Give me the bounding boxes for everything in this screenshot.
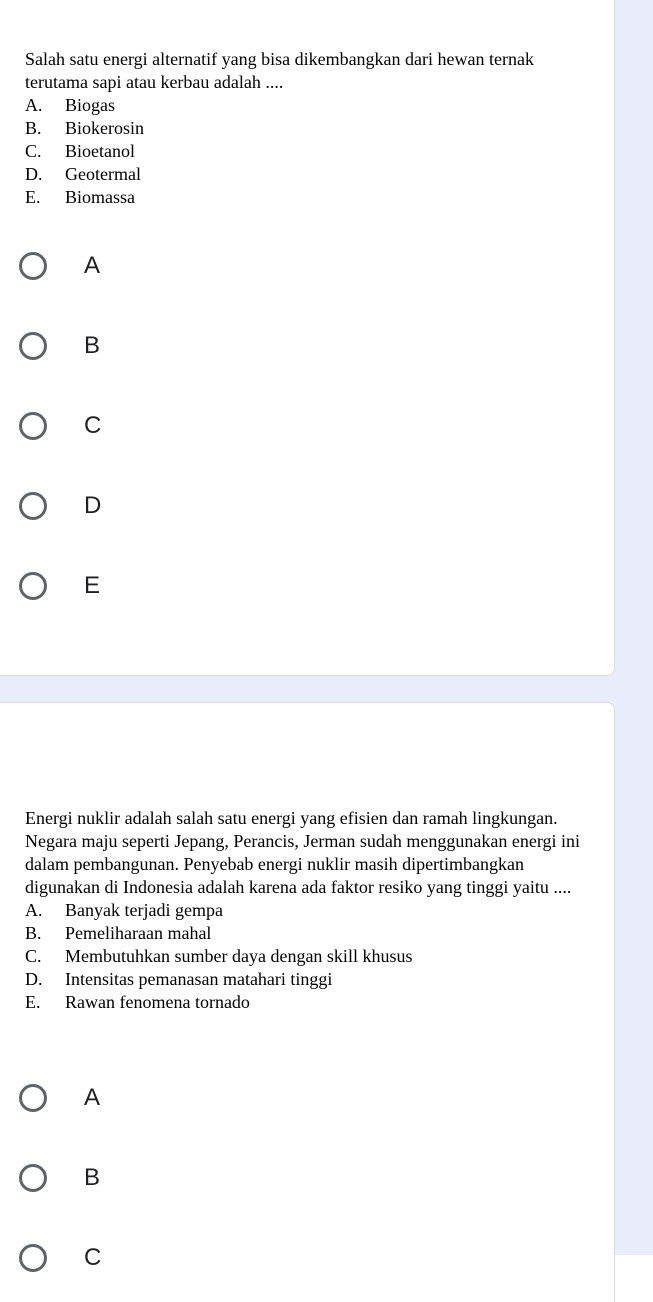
radio-button[interactable] [19,412,47,440]
question-1-choice-b[interactable] [19,326,100,366]
question-2-choice-b[interactable] [19,1158,100,1198]
choice-label: C [84,412,102,439]
radio-button[interactable] [19,332,47,360]
radio-button[interactable] [19,1244,47,1272]
question-2-option-c: C. Membutuhkan sumber daya dengan skill khusus [25,946,413,966]
question-2-option-d: D. Intensitas pemanasan matahari tinggi [25,969,333,989]
question-1-choice-e[interactable] [19,566,100,606]
radio-button[interactable] [19,1084,47,1112]
choice-label: D [84,492,102,519]
choice-label: B [84,1164,101,1191]
question-2-option-b: B. Pemeliharaan mahal [25,923,212,943]
radio-button[interactable] [19,492,47,520]
question-1-option-b: B. Biokerosin [25,118,144,138]
question-1-option-e: E. Biomassa [25,187,135,207]
question-2-option-a: A. Banyak terjadi gempa [25,900,223,920]
question-2-text: Energi nuklir adalah salah satu energi yang efisien dan ramah lingkungan. Negara maju seperti Jepang, Perancis, Jerman sudah menggunakan energi ini dalam pembangunan. Penyebab energi nuklir masih dipertimbangkan digunakan di Indonesia adalah karena ada faktor resiko yang tinggi yaitu .... [25,808,580,897]
question-1-option-d: D. Geotermal [25,164,141,184]
question-1-text-block [25,48,585,209]
radio-button[interactable] [19,1164,47,1192]
radio-button[interactable] [19,252,47,280]
question-1-option-c: C. Bioetanol [25,141,135,161]
question-2-option-e: E. Rawan fenomena tornado [25,992,250,1012]
radio-button[interactable] [19,572,47,600]
question-1-choice-d[interactable] [19,486,101,526]
choice-label: A [84,1084,101,1111]
choice-label: B [84,332,101,359]
question-1-text: Salah satu energi alternatif yang bisa dikembangkan dari hewan ternak terutama sapi atau kerbau adalah .... [25,49,534,92]
choice-label: A [84,252,101,279]
question-2-choice-a[interactable] [19,1078,100,1118]
question-2-text-block [25,807,585,1014]
question-1-option-a: A. Biogas [25,95,116,115]
question-2-choice-c[interactable] [19,1238,101,1278]
question-1-choice-a[interactable] [19,246,100,286]
choice-label: C [84,1244,102,1271]
question-1-choice-c[interactable] [19,406,101,446]
choice-label: E [84,572,101,599]
